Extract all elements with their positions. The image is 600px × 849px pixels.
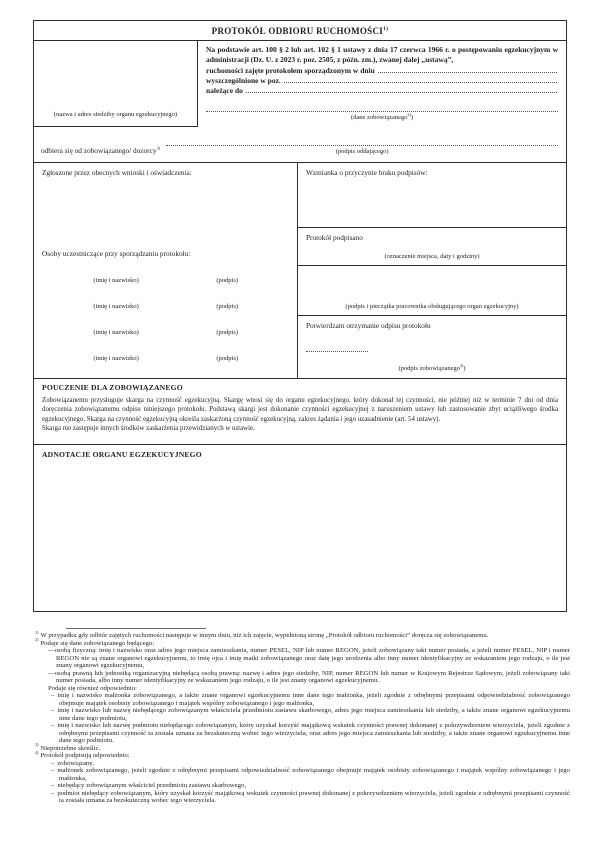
org-address-box (34, 41, 198, 127)
participant-row (42, 329, 289, 336)
footnote-2-also-item-3: – imię i nazwisko lub nazwę podmiotu niebędącego zobowiązanym, który uzyskał korzyść majątkową wskutek czynności prawnej dokonanej z pokrzywdzeniem wierzyciela, jeżeli zgodnie z odrębnymi przepisami czynność ta została uznana za bezskuteczną wobec tego wierzyciela, oraz adres jego miejsca zamieszkania lub siedziby, a także znane organowi egzekucyjnemu inne dane tego podmiotu. (51, 722, 570, 744)
footnote-2-also-label: Podaje się również odpowiednio: (48, 684, 137, 692)
footnote-4-item-4: – podmiot niebędący zobowiązanym, który uzyskał korzyść majątkową wskutek czynności prawnej dokonanej z pokrzywdzeniem wierzyciela, jeżeli zgodnie z odrębnymi przepisami czynność ta została uznana za bezskuteczną wobec tego wierzyciela. (51, 789, 570, 804)
footnote-2: $^{2)}$ Podaje się dane zobowiązanego będącego: (35, 637, 155, 647)
footnotes-block (35, 628, 570, 805)
receive-row (41, 138, 558, 155)
confirm-caption-footnote-ref: 4) (460, 362, 464, 368)
seizure-date-label: ruchomości zajęte protokołem sporządzonym w dniu (206, 66, 375, 75)
title-footnote-ref: 1) (383, 25, 389, 32)
footnote-2-item-1: —osobą fizyczną: imię i nazwisko oraz adres jego miejsca zamieszkania, numer PESEL, NIP lub numer REGON, jeżeli zobowiązany taki numer posiada, a jeżeli numer PESEL, NIP i numer REGON nie są znane organowi egzekucyjnemu, to imię ojca i imię matki zobowiązanego oraz datę jego urodzenia albo inny numer identyfikacyjny ze wskazaniem jego rodzaju, o ile jest znany organowi egzekucyjnemu, (48, 647, 570, 669)
footnote-2-item-2: —osobą prawną lub jednostką organizacyjną niebędącą osobą prawną: nazwę i adres jego siedziby, NIP, numer REGON lub numer w Krajowym Rejestrze Sądowym, jeżeli zobowiązany taki numer posiada, albo inny numer identyfikacyjny ze wskazaniem jego rodzaju, o ile jest znany organowi egzekucyjnemu. (48, 669, 570, 684)
participants-label: Osoby uczestniczące przy sporządzaniu protokołu: (42, 249, 191, 258)
belongs-to-row (206, 85, 558, 95)
pouczenie-body: Zobowiązanemu przysługuje skarga na czynność egzekucyjną. Skargę wnosi się do organu egzekucyjnego, który dokonał tej czynności, nie później niż w terminie 7 dni od dnia doręczenia zobowiązanemu odpisu niniejszego protokołu. Podstawą skargi jest dokonanie czynności egzekucyjnej z naruszeniem ustawy lub zastosowanie zbyt uciążliwego środka egzekucyjnego. Skarga na czynność egzekucyjną określa zaskarżoną czynność egzekucyjną, zakres żądania i jego uzasadnienie (art. 54 ustawy). (42, 397, 558, 423)
footnote-4-item-1: – zobowiązany, (51, 759, 94, 767)
title-row (34, 21, 566, 41)
participant-name-caption: (imię i nazwisko) (93, 329, 139, 336)
page-title: PROTOKÓŁ ODBIORU RUCHOMOŚCI$^{1)}$ (211, 25, 389, 36)
header-row (34, 41, 566, 163)
footnote-4: $^{4)}$ Protokół podpisują odpowiednio: (35, 749, 130, 759)
place-date-caption: (oznaczenie miejsca, daty i godziny) (384, 253, 480, 260)
debtor-signature-fill-line (306, 344, 368, 352)
belongs-to-label: należące do (206, 86, 243, 95)
confirm-receipt-cell (298, 316, 566, 377)
receive-signature-caption: (podpis oddającego) (335, 148, 389, 155)
participant-row (42, 303, 289, 310)
org-address-caption: (nazwa i adres siedziby organu egzekucyjnego) (53, 111, 178, 118)
footnote-2-also-item-2: – imię i nazwisko lub nazwę niebędącego zobowiązanym właściciela przedmiotu zastawu skarbowego, adres jego miejsca zamieszkania lub siedziby, a także znane organowi egzekucyjnemu inne dane tego podmiotu, (51, 707, 570, 722)
footnote-separator (66, 628, 206, 629)
official-signature-cell (298, 266, 566, 316)
adnotacje-heading: ADNOTACJE ORGANU EGZEKUCYJNEGO (42, 450, 202, 459)
footnote-4-item-3: – niebędący zobowiązanym właściciel przedmiotu zastawu skarbowego, (51, 782, 247, 789)
footnote-4-item-2: – małżonek zobowiązanego, jeżeli zgodnie z odrębnymi przepisami odpowiedzialność zobowiązanego obejmuje majątek osobisty zobowiązanego i majątek wspólny zobowiązanego i jego małżonka, (51, 767, 570, 782)
no-signatures-cell (298, 163, 566, 228)
participant-signature-caption: (podpis) (216, 303, 239, 310)
participant-signature-caption: (podpis) (216, 329, 239, 336)
receive-footnote-ref: 3) (156, 145, 161, 151)
no-signatures-label: Wzmianka o przyczynie braku podpisów: (306, 168, 428, 177)
legal-basis-block (198, 41, 566, 121)
participant-signature-caption: (podpis) (216, 355, 239, 362)
participant-name-caption: (imię i nazwisko) (93, 303, 139, 310)
seizure-date-fill-line (378, 72, 557, 73)
debtor-caption-footnote-ref: 2) (407, 111, 411, 117)
confirm-receipt-label: Potwierdzam otrzymanie odpisu protokołu (306, 321, 431, 330)
participant-name-caption: (imię i nazwisko) (93, 355, 139, 362)
participant-row (42, 277, 289, 284)
belongs-to-fill-line (246, 92, 557, 93)
participant-name-caption: (imię i nazwisko) (93, 277, 139, 284)
participant-signature-caption: (podpis) (216, 277, 239, 284)
pouczenie-section (34, 379, 566, 445)
official-signature-caption: (podpis i pieczątka pracownika obsługującego organ egzekucyjny) (345, 303, 519, 310)
right-column (298, 163, 566, 378)
pouczenie-heading: POUCZENIE DLA ZOBOWIĄZANEGO (42, 383, 183, 392)
left-column-cell (34, 163, 298, 378)
item-positions-row (206, 75, 558, 85)
protocol-signed-label: Protokół podpisano (306, 233, 363, 242)
debtor-data-caption: (dane zobowiązanego$^{2)}$) (350, 111, 414, 121)
legal-basis-text: Na podstawie art. 100 § 2 lub art. 102 § 1 ustawy z dnia 17 czerwca 1966 r. o postępowaniu egzekucyjnym w administracji (Dz. U. z 2023 r. poz. 2505, z późn. zm.), zwanej dalej „ustawą”, (206, 45, 558, 64)
item-positions-fill-line (284, 82, 557, 83)
protocol-signed-cell (298, 228, 566, 266)
debtor-data-fill-line (206, 104, 558, 112)
pouczenie-body-2: Skarga nie zastępuje innych środków zaskarżenia przewidzianych w ustawie. (42, 425, 255, 433)
main-row (34, 163, 566, 379)
adnotacje-section (34, 445, 566, 611)
footnote-2-also-item-1: – imię i nazwisko małżonka zobowiązanego, a także znane organowi egzekucyjnemu inne dane tego małżonka, jeżeli zgodnie z odrębnymi przepisami odpowiedzialność zobowiązanego obejmuje majątek osobisty zobowiązanego i majątek wspólny zobowiązanego i jego małżonka, (51, 692, 570, 707)
receive-signature-fill-line (166, 138, 558, 146)
item-positions-label: wyszczególnione w poz. (206, 76, 281, 85)
seizure-date-row (206, 65, 558, 75)
footnote-1: $^{1)}$ W przypadku gdy odbiór zajętych ruchomości następuje w innym dniu, niż ich zajęcie, wypełnioną stronę „Protokół odbioru ruchomości” doręcza się zobowiązanemu. (35, 629, 489, 639)
footnote-3: $^{3)}$ Niepotrzebne skreślić. (35, 742, 101, 752)
protocol-form-table (33, 20, 567, 612)
requests-label: Zgłoszone przez obecnych wnioski i oświadczenia: (42, 168, 192, 177)
debtor-signature-caption: (podpis zobowiązanego$^{4)}$) (398, 362, 466, 372)
participant-row (42, 355, 289, 362)
receive-from-label: odbiera się od zobowiązanego/ dozorcy$^{3)}$ (41, 145, 161, 155)
